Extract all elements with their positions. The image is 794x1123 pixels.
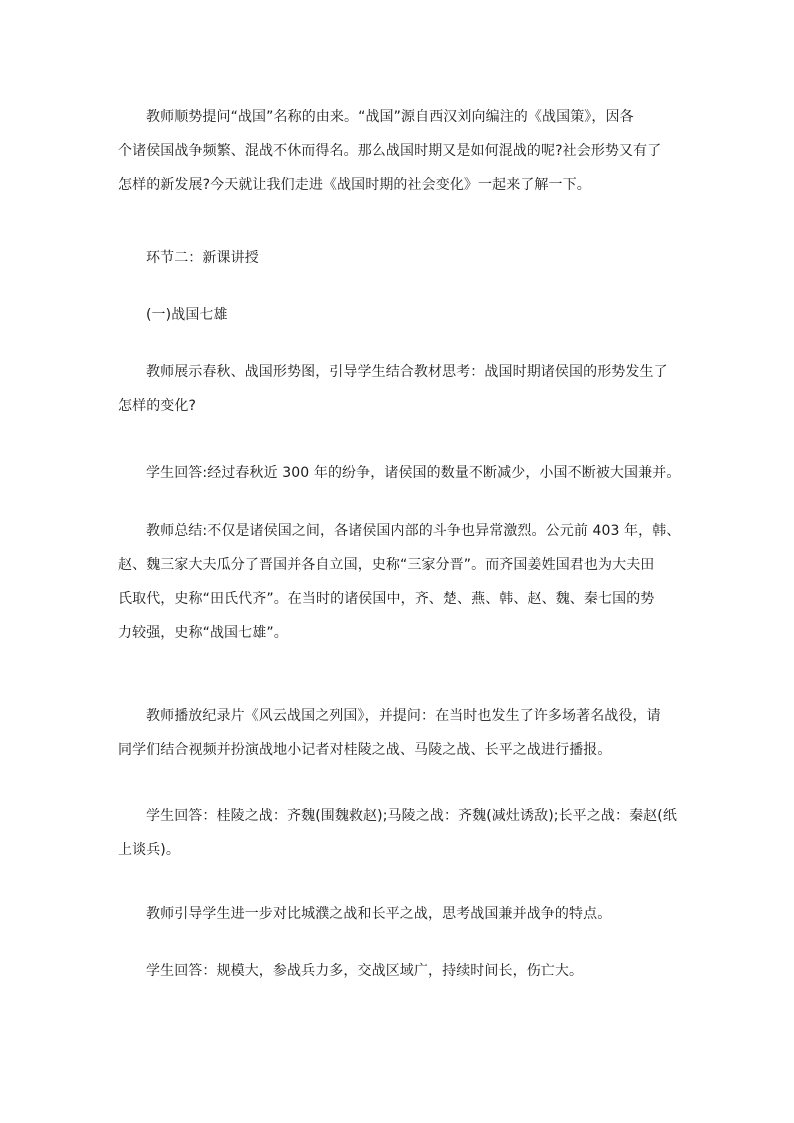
text-line: 氏取代，史称“田氏代齐”。在当时的诸侯国中，齐、楚、燕、韩、赵、魏、秦七国的势 bbox=[118, 591, 655, 607]
text-line: 教师引导学生进一步对比城濮之战和长平之战，思考战国兼并战争的特点。 bbox=[146, 906, 612, 922]
paragraph-intro bbox=[118, 100, 678, 202]
text-line: 上谈兵)。 bbox=[118, 842, 180, 858]
paragraph-teacher-question bbox=[118, 355, 678, 423]
text-line: 学生回答：桂陵之战：齐魏(围魏救赵);马陵之战：齐魏(减灶诱敌);长平之战：秦赵(纸 bbox=[146, 808, 677, 824]
section-heading bbox=[118, 241, 678, 275]
text-line: 赵、魏三家大夫瓜分了晋国并各自立国，史称“三家分晋”。而齐国姜姓国君也为大夫田 bbox=[118, 557, 655, 573]
text-line: 个诸侯国战争频繁、混战不休而得名。那么战国时期又是如何混战的呢?社会形势又有了 bbox=[118, 143, 662, 159]
paragraph-teacher-guide bbox=[118, 897, 678, 931]
subsection-heading bbox=[118, 298, 678, 332]
text-line: (一)战国七雄 bbox=[146, 307, 228, 323]
text-line: 同学们结合视频并扮演战地小记者对桂陵之战、马陵之战、长平之战进行播报。 bbox=[118, 742, 612, 758]
text-line: 教师总结:不仅是诸侯国之间，各诸侯国内部的斗争也异常激烈。公元前 403 年，韩、 bbox=[146, 523, 681, 539]
paragraph-documentary bbox=[118, 699, 678, 767]
text-line: 环节二：新课讲授 bbox=[146, 250, 259, 266]
text-line: 力较强，史称“战国七雄”。 bbox=[118, 625, 288, 641]
text-line: 教师播放纪录片《风云战国之列国》，并提问：在当时也发生了许多场著名战役，请 bbox=[146, 708, 661, 724]
text-line: 怎样的变化? bbox=[118, 398, 197, 414]
paragraph-battles-answer bbox=[118, 799, 678, 867]
text-line: 学生回答:经过春秋近 300 年的纷争，诸侯国的数量不断减少，小国不断被大国兼并。 bbox=[146, 465, 681, 481]
paragraph-student-answer bbox=[118, 456, 681, 490]
text-line: 怎样的新发展?今天就让我们走进《战国时期的社会变化》一起来了解一下。 bbox=[118, 177, 591, 193]
paragraph-war-features bbox=[118, 954, 678, 988]
text-line: 教师顺势提问“战国”名称的由来。“战国”源自西汉刘向编注的《战国策》，因各 bbox=[146, 109, 634, 125]
text-line: 教师展示春秋、战国形势图，引导学生结合教材思考：战国时期诸侯国的形势发生了 bbox=[146, 364, 668, 380]
paragraph-teacher-summary bbox=[118, 514, 681, 650]
text-line: 学生回答：规模大，参战兵力多，交战区域广，持续时间长，伤亡大。 bbox=[146, 963, 584, 979]
